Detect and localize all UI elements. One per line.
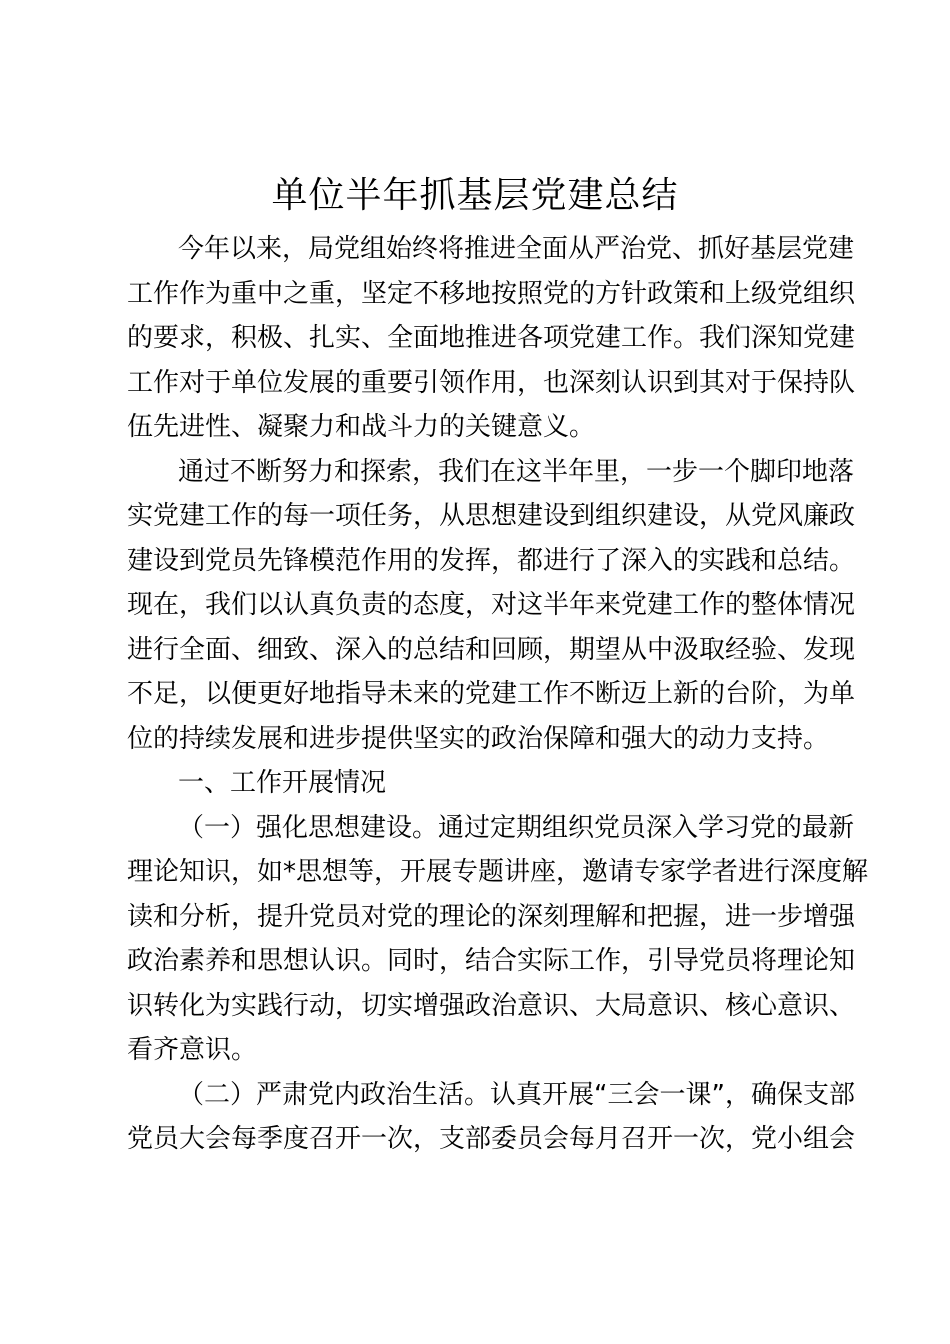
paragraph-line: 看齐意识。: [127, 1035, 258, 1065]
paragraph-line: 现在，我们以认真负责的态度，对这半年来党建工作的整体情况: [127, 590, 856, 620]
paragraph-line: 工作作为重中之重，坚定不移地按照党的方针政策和上级党组织: [127, 279, 856, 309]
paragraph-line: 党员大会每季度召开一次，支部委员会每月召开一次，党小组会: [127, 1124, 856, 1154]
paragraph-line: 位的持续发展和进步提供坚实的政治保障和强大的动力支持。: [127, 724, 830, 754]
paragraph-line: 工作对于单位发展的重要引领作用，也深刻认识到其对于保持队: [127, 368, 856, 398]
paragraph-line: 今年以来，局党组始终将推进全面从严治党、抓好基层党建: [178, 234, 855, 264]
paragraph-line: 通过不断努力和探索，我们在这半年里，一步一个脚印地落: [178, 457, 855, 487]
paragraph-line: （一）强化思想建设。通过定期组织党员深入学习党的最新: [178, 813, 855, 843]
paragraph-line: （二）严肃党内政治生活。认真开展“三会一课”，确保支部: [178, 1080, 855, 1110]
section-heading: 一、工作开展情况: [178, 768, 387, 798]
paragraph-line: 政治素养和思想认识。同时，结合实际工作，引导党员将理论知: [127, 946, 856, 976]
paragraph-line: 理论知识，如*思想等，开展专题讲座，邀请专家学者进行深度解: [127, 857, 869, 887]
paragraph-line: 进行全面、细致、深入的总结和回顾，期望从中汲取经验、发现: [127, 635, 856, 665]
paragraph-line: 识转化为实践行动，切实增强政治意识、大局意识、核心意识、: [127, 991, 856, 1021]
paragraph-line: 不足，以便更好地指导未来的党建工作不断迈上新的台阶，为单: [127, 679, 856, 709]
paragraph-line: 读和分析，提升党员对党的理论的深刻理解和把握，进一步增强: [127, 902, 856, 932]
paragraph-line: 建设到党员先锋模范作用的发挥，都进行了深入的实践和总结。: [127, 546, 856, 576]
paragraph-line: 的要求，积极、扎实、全面地推进各项党建工作。我们深知党建: [127, 323, 856, 353]
paragraph-line: 伍先进性、凝聚力和战斗力的关键意义。: [127, 412, 596, 442]
paragraph-line: 实党建工作的每一项任务，从思想建设到组织建设，从党风廉政: [127, 501, 856, 531]
document-title: 单位半年抓基层党建总结: [271, 175, 679, 216]
